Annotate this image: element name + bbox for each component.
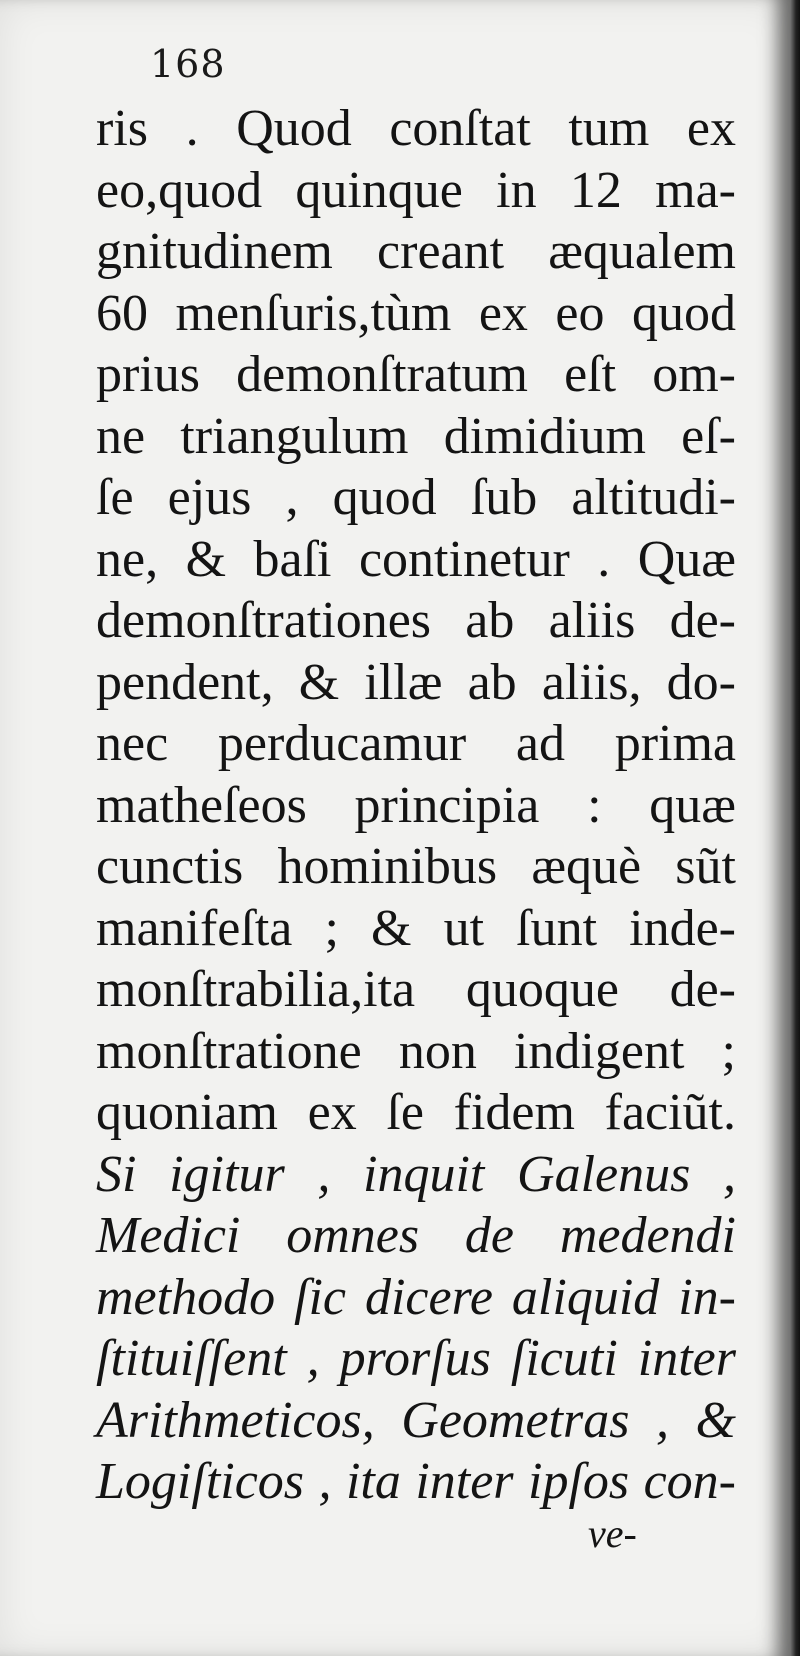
- italic-text-line: Si igitur , inquit Galenus ,: [96, 1145, 736, 1203]
- text-line: manifeſta ; & ut ſunt inde-: [96, 899, 736, 957]
- page-number: 168: [150, 42, 226, 86]
- italic-text-line: methodo ſic dicere aliquid in-: [96, 1268, 736, 1326]
- italic-text-line: Logiſticos , ita inter ipſos con-: [96, 1453, 736, 1510]
- text-line: eo,quod quinque in 12 ma-: [96, 161, 736, 219]
- page-edge-shadow: [790, 0, 800, 1656]
- body-text: [96, 98, 736, 1513]
- text-line: nec perducamur ad prima: [96, 715, 736, 772]
- text-line: quoniam ex ſe fidem faciũt.: [96, 1084, 736, 1141]
- text-line: gnitudinem creant æqualem: [96, 223, 736, 280]
- catchword: ve-: [588, 1511, 637, 1556]
- italic-text-line: ſtituiſſent , prorſus ſicuti inter: [96, 1330, 736, 1387]
- text-line: prius demonſtratum eſt om-: [96, 346, 736, 403]
- text-line: ſe ejus , quod ſub altitudi-: [96, 469, 736, 526]
- text-line: 60 menſuris,tùm ex eo quod: [96, 284, 736, 342]
- text-line: ris . Quod conſtat tum ex: [96, 100, 736, 157]
- text-line: monſtratione non indigent ;: [96, 1022, 736, 1080]
- text-line: matheſeos principia : quæ: [96, 776, 736, 834]
- text-line: pendent, & illæ ab aliis, do-: [96, 653, 736, 711]
- italic-text-line: Medici omnes de medendi: [96, 1207, 736, 1264]
- text-line: cunctis hominibus æquè sũt: [96, 838, 736, 895]
- text-line: demonſtrationes ab aliis de-: [96, 592, 736, 649]
- text-line: ne, & baſi continetur . Quæ: [96, 530, 736, 588]
- text-line: monſtrabilia,ita quoque de-: [96, 961, 736, 1018]
- text-line: ne triangulum dimidium eſ-: [96, 407, 736, 465]
- italic-text-line: Arithmeticos, Geometras , &: [96, 1391, 736, 1449]
